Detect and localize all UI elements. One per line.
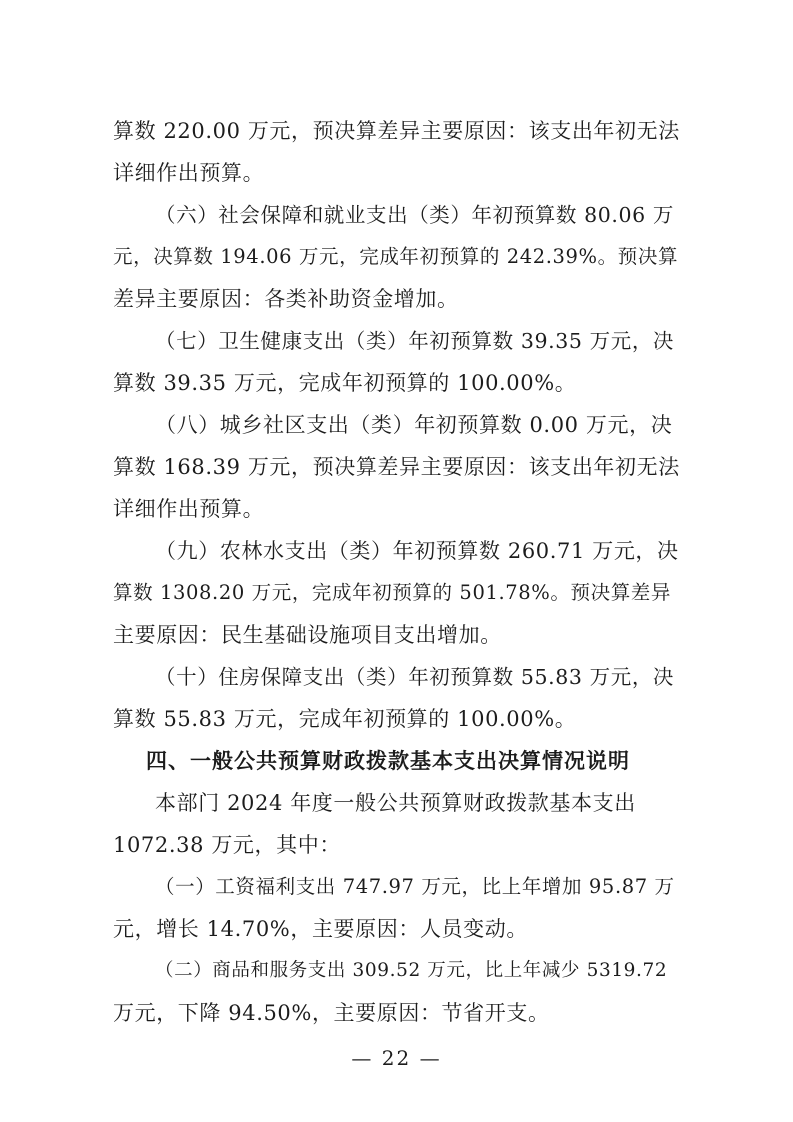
text-line: （二）商品和服务支出 309.52 万元，比上年减少 5319.72 (155, 960, 668, 981)
text-line: 万元，下降 94.50%，主要原因：节省开支。 (113, 1001, 550, 1025)
text-line: 算数 220.00 万元，预决算差异主要原因：该支出年初无法 (113, 119, 680, 143)
page-number: — 22 — (351, 1046, 442, 1070)
text-line: （八）城乡社区支出（类）年初预算数 0.00 万元，决 (155, 413, 673, 437)
text-line: 算数 55.83 万元，完成年初预算的 100.00%。 (113, 707, 577, 731)
text-line: 详细作出预算。 (113, 161, 265, 185)
text-line: 算数 168.39 万元，预决算差异主要原因：该支出年初无法 (113, 455, 680, 479)
text-line: （六）社会保障和就业支出（类）年初预算数 80.06 万 (155, 203, 675, 227)
text-line: 差异主要原因：各类补助资金增加。 (113, 287, 459, 311)
text-line: 元，增长 14.70%，主要原因：人员变动。 (113, 917, 528, 941)
text-line: 算数 1308.20 万元，完成年初预算的 501.78%。预决算差异 (113, 581, 671, 604)
text-line: （九）农林水支出（类）年初预算数 260.71 万元，决 (155, 539, 679, 563)
section-heading: 四、一般公共预算财政拨款基本支出决算情况说明 (146, 749, 630, 773)
text-line: （十）住房保障支出（类）年初预算数 55.83 万元，决 (155, 665, 675, 689)
text-line: 算数 39.35 万元，完成年初预算的 100.00%。 (113, 371, 577, 395)
text-line: （七）卫生健康支出（类）年初预算数 39.35 万元，决 (155, 329, 675, 353)
text-line: 元，决算数 194.06 万元，完成年初预算的 242.39%。预决算 (113, 245, 679, 268)
text-line: 主要原因：民生基础设施项目支出增加。 (113, 623, 502, 647)
text-line: 详细作出预算。 (113, 497, 265, 521)
text-line: 1072.38 万元，其中： (113, 833, 341, 857)
text-line: （一）工资福利支出 747.97 万元，比上年增加 95.87 万 (155, 875, 675, 898)
text-line: 本部门 2024 年度一般公共预算财政拨款基本支出 (155, 791, 636, 815)
